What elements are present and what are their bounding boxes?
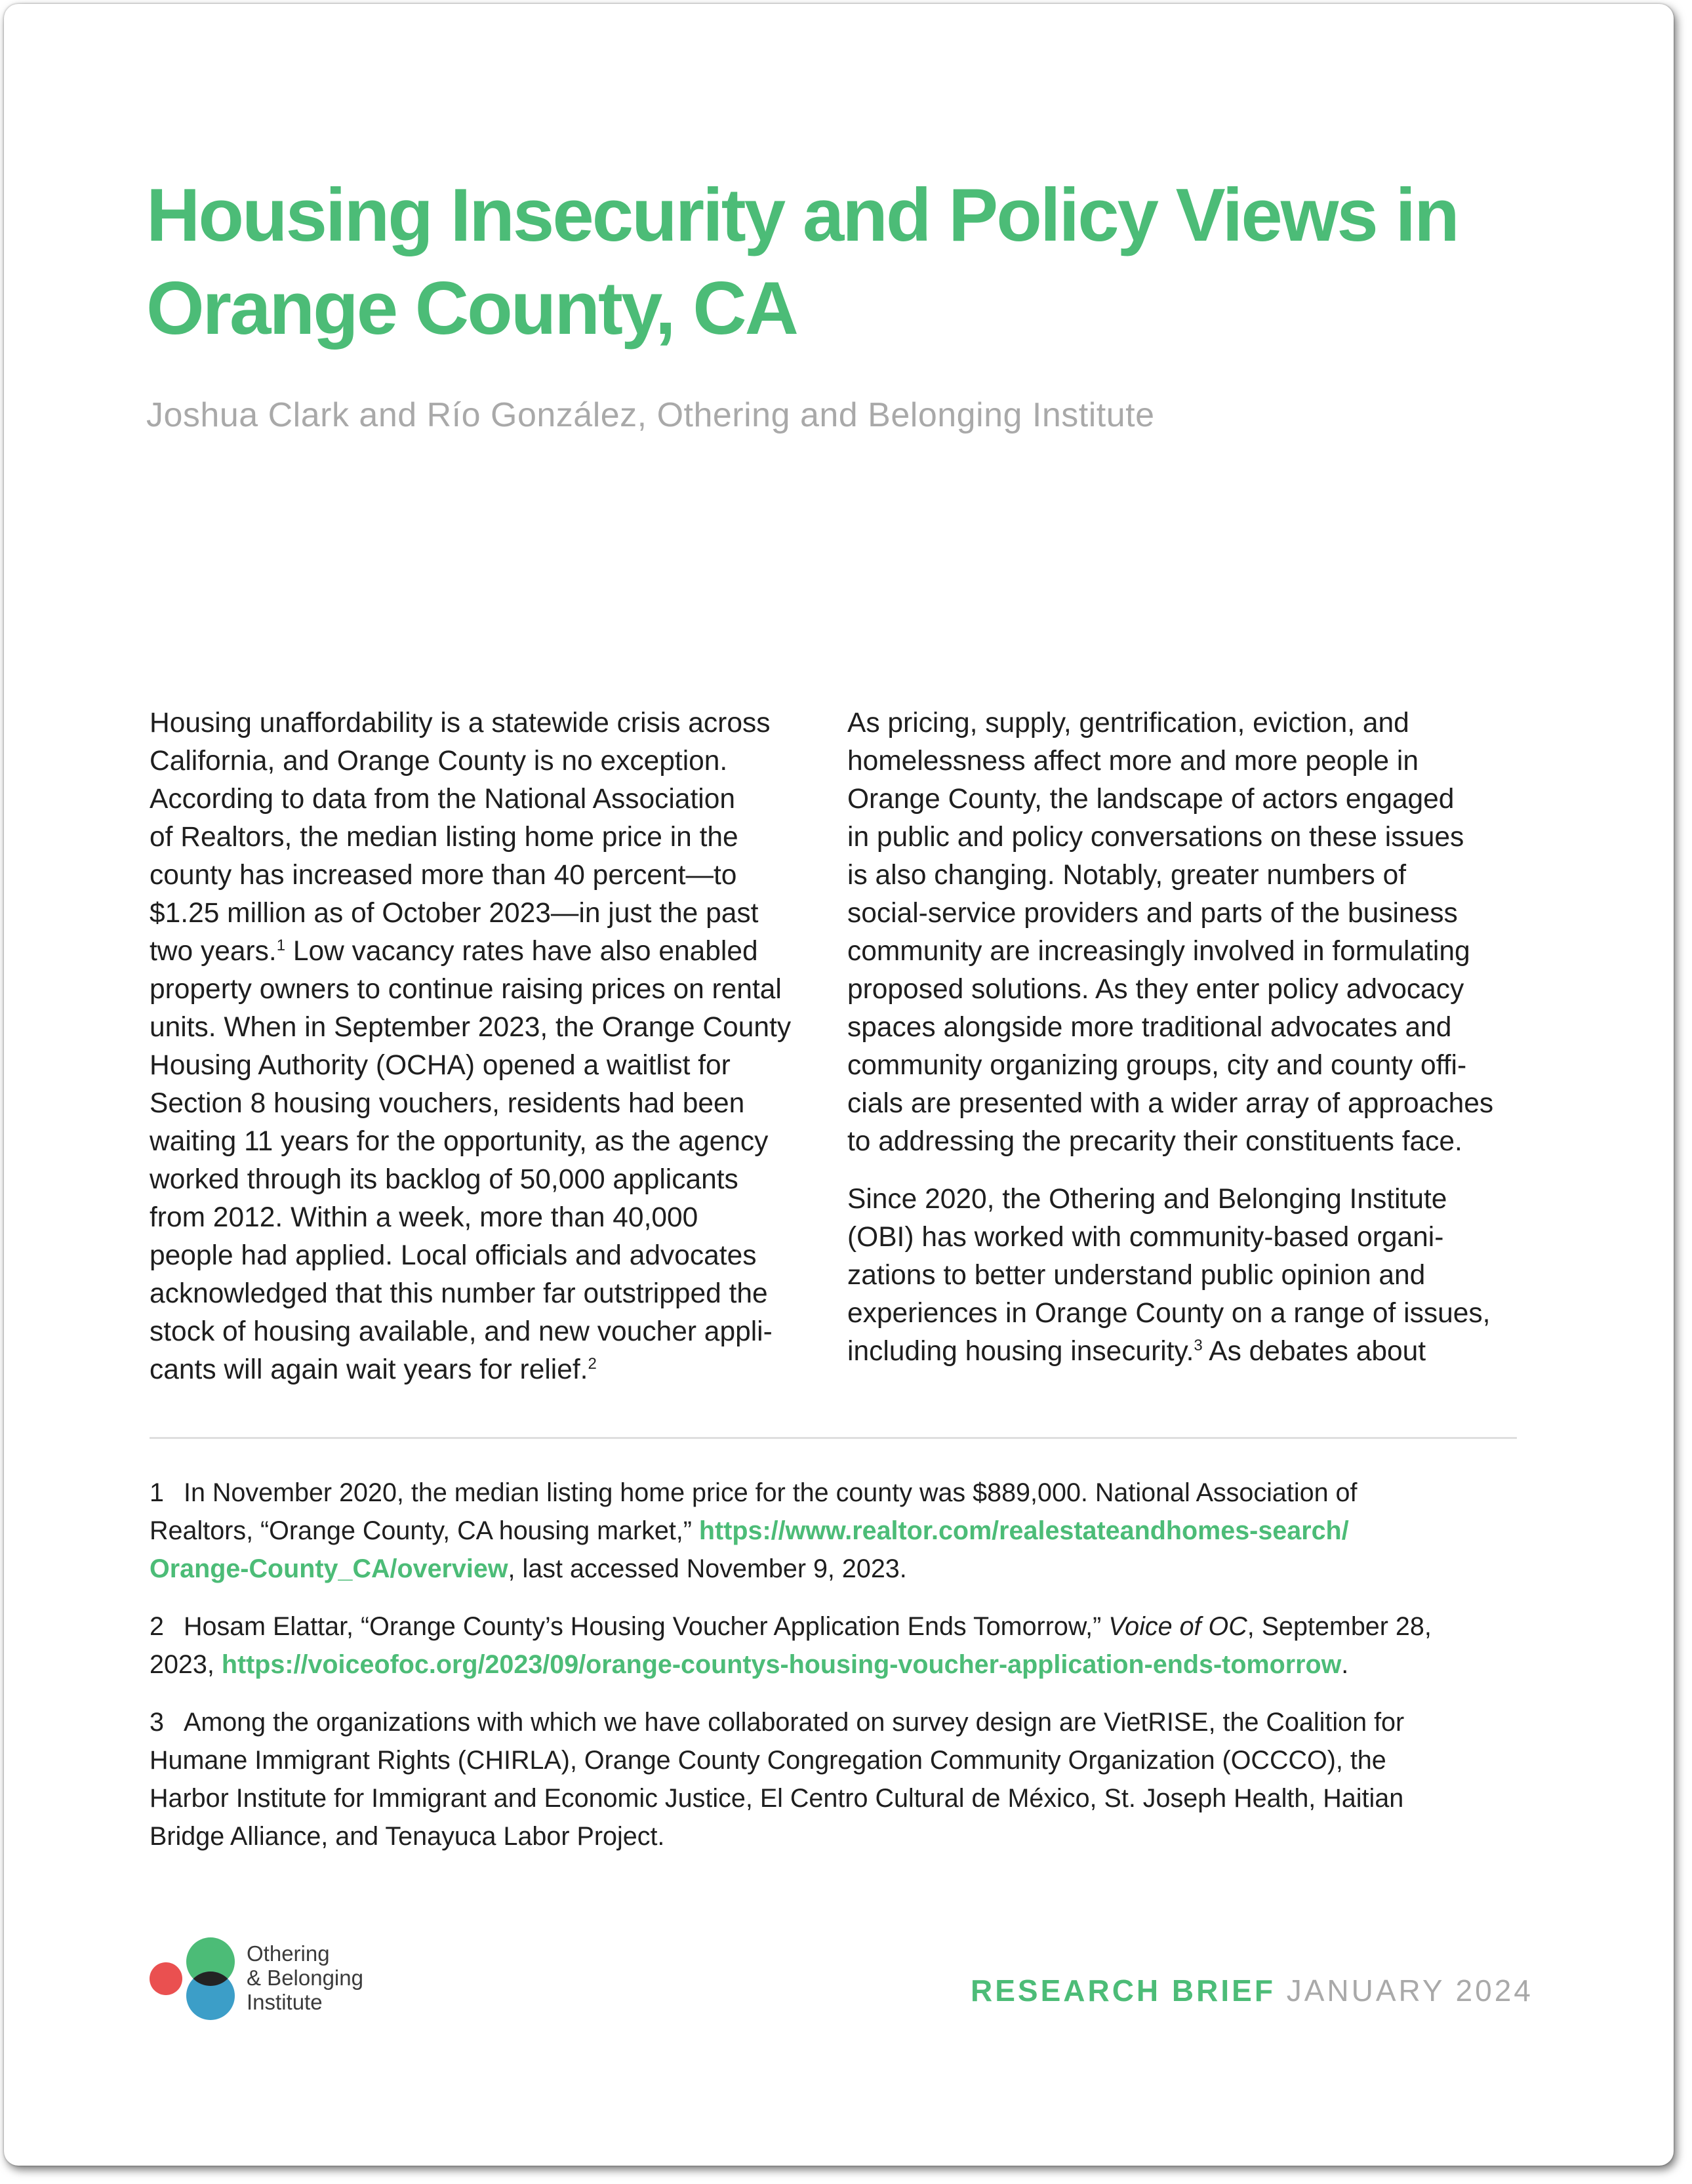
footnote-number: 2: [150, 1612, 164, 1641]
footnote-number: 3: [150, 1708, 164, 1737]
text-line: Humane Immigrant Rights (CHIRLA), Orange County Congregation Community Organization (OCCCO), the: [150, 1746, 1386, 1775]
text-line: [150, 933, 812, 971]
logo-line-2: & Belonging: [247, 1966, 363, 1990]
text-line: in public and policy conversations on these issues: [847, 822, 1464, 853]
text-line: county has increased more than 40 percent—to: [150, 860, 737, 891]
text-line: homelessness affect more and more people in: [847, 746, 1419, 777]
footnote-ref-3[interactable]: 3: [1194, 1337, 1203, 1354]
text-fragment: In November 2020, the median listing home price for the county was $889,000. National Association of: [183, 1478, 1358, 1507]
text-line: people had applied. Local officials and advocates: [150, 1240, 757, 1271]
text-line: Harbor Institute for Immigrant and Economic Justice, El Centro Cultural de México, St. Joseph Health, Haitian: [150, 1784, 1404, 1813]
text-line: proposed solutions. As they enter policy advocacy: [847, 974, 1464, 1005]
text-line: stock of housing available, and new voucher appli-: [150, 1316, 773, 1347]
text-fragment: cants will again wait years for relief.: [150, 1354, 588, 1385]
text-line: acknowledged that this number far outstripped the: [150, 1278, 768, 1309]
text-fragment: including housing insecurity.: [847, 1336, 1194, 1367]
text-fragment: , last accessed November 9, 2023.: [508, 1554, 907, 1583]
authors-byline: Joshua Clark and Río González, Othering and Belonging Institute: [146, 396, 1155, 434]
text-line: Orange County, the landscape of actors engaged: [847, 784, 1455, 815]
text-line: social-service providers and parts of the business: [847, 898, 1458, 929]
text-line: worked through its backlog of 50,000 applicants: [150, 1164, 738, 1195]
text-fragment: .: [1341, 1650, 1349, 1679]
text-line: spaces alongside more traditional advocates and: [847, 1012, 1452, 1043]
institute-logo: [148, 1932, 384, 2024]
text-line: As pricing, supply, gentrification, eviction, and: [847, 708, 1409, 738]
text-line: [150, 1646, 1540, 1684]
logo-line-3: Institute: [247, 1990, 323, 2014]
logo-line-1: Othering: [247, 1941, 330, 1966]
page-title-line-2: Orange County, CA: [146, 267, 797, 350]
text-line: of Realtors, the median listing home price in the: [150, 822, 738, 853]
realtor-link-part-1[interactable]: https://www.realtor.com/realestateandhomes-search/: [698, 1516, 1349, 1545]
realtor-link-part-2[interactable]: Orange-County_CA/overview: [150, 1554, 508, 1583]
text-line: community organizing groups, city and county offi-: [847, 1050, 1467, 1081]
logo-wordmark: [247, 1941, 363, 2014]
text-line: Housing Authority (OCHA) opened a waitlist for: [150, 1050, 731, 1081]
text-line: Bridge Alliance, and Tenayuca Labor Project.: [150, 1822, 665, 1851]
text-fragment: As debates about: [1202, 1336, 1426, 1367]
page-title-line-1: Housing Insecurity and Policy Views in: [146, 174, 1458, 257]
intro-paragraph: [150, 704, 812, 1389]
research-brief-label: RESEARCH BRIEF: [971, 1973, 1276, 2008]
text-fragment: , September 28,: [1247, 1612, 1432, 1641]
text-line: [150, 1351, 812, 1389]
text-line: community are increasingly involved in formulating: [847, 936, 1470, 967]
text-fragment: Low vacancy rates have also enabled: [285, 936, 758, 967]
text-fragment: 2023,: [150, 1650, 222, 1679]
text-fragment: two years.: [150, 936, 277, 967]
text-line: California, and Orange County is no exception.: [150, 746, 728, 777]
text-line: zations to better understand public opinion and: [847, 1260, 1426, 1291]
body-column-left: [150, 704, 812, 1389]
logo-circles-icon: [148, 1932, 240, 2024]
text-fragment: Realtors, “Orange County, CA housing market,”: [150, 1516, 699, 1545]
text-line: According to data from the National Association: [150, 784, 735, 815]
text-line: to addressing the precarity their constituents face.: [847, 1126, 1462, 1157]
text-line: [150, 1550, 1540, 1588]
text-line: $1.25 million as of October 2023—in just the past: [150, 898, 759, 929]
footnote-divider: [150, 1437, 1517, 1439]
text-line: [150, 1474, 1540, 1512]
footnote-2: [150, 1608, 1540, 1684]
footnotes-section: [150, 1474, 1540, 1875]
publication-date: JANUARY 2024: [1286, 1973, 1533, 2008]
publication-name: Voice of OC: [1108, 1612, 1247, 1641]
text-line: is also changing. Notably, greater numbers of: [847, 860, 1407, 891]
text-line: [150, 1703, 1540, 1741]
footnote-1: [150, 1474, 1540, 1588]
obi-paragraph: [847, 1181, 1529, 1371]
footnote-number: 1: [150, 1478, 164, 1507]
page-title: [146, 169, 1589, 355]
text-line: property owners to continue raising prices on rental: [150, 974, 782, 1005]
text-fragment: Among the organizations with which we have collaborated on survey design are VietRISE, the Coalition for: [183, 1708, 1405, 1737]
voiceofoc-link[interactable]: https://voiceofoc.org/2023/09/orange-countys-housing-voucher-application-ends-tomorrow: [221, 1650, 1342, 1679]
text-line: [150, 1512, 1540, 1550]
body-column-right: [847, 704, 1529, 1371]
footnote-ref-2[interactable]: 2: [588, 1355, 597, 1373]
text-line: Section 8 housing vouchers, residents had been: [150, 1088, 745, 1119]
document-page: [4, 4, 1674, 2166]
logo-red-circle: [150, 1962, 182, 1995]
text-line: Since 2020, the Othering and Belonging Institute: [847, 1184, 1447, 1215]
footnote-ref-1[interactable]: 1: [276, 937, 286, 954]
text-line: cials are presented with a wider array of approaches: [847, 1088, 1494, 1119]
footer-label: [971, 1972, 1533, 2010]
text-line: [847, 1333, 1529, 1371]
text-line: units. When in September 2023, the Orange County: [150, 1012, 792, 1043]
text-fragment: Hosam Elattar, “Orange County’s Housing Voucher Application Ends Tomorrow,”: [183, 1612, 1109, 1641]
text-line: (OBI) has worked with community-based organi-: [847, 1222, 1444, 1253]
policy-paragraph: [847, 704, 1529, 1161]
text-line: from 2012. Within a week, more than 40,000: [150, 1202, 698, 1233]
text-line: [150, 1608, 1540, 1646]
text-line: Housing unaffordability is a statewide crisis across: [150, 708, 771, 738]
text-line: waiting 11 years for the opportunity, as the agency: [150, 1126, 769, 1157]
footnote-3: [150, 1703, 1540, 1855]
text-line: experiences in Orange County on a range of issues,: [847, 1298, 1491, 1329]
